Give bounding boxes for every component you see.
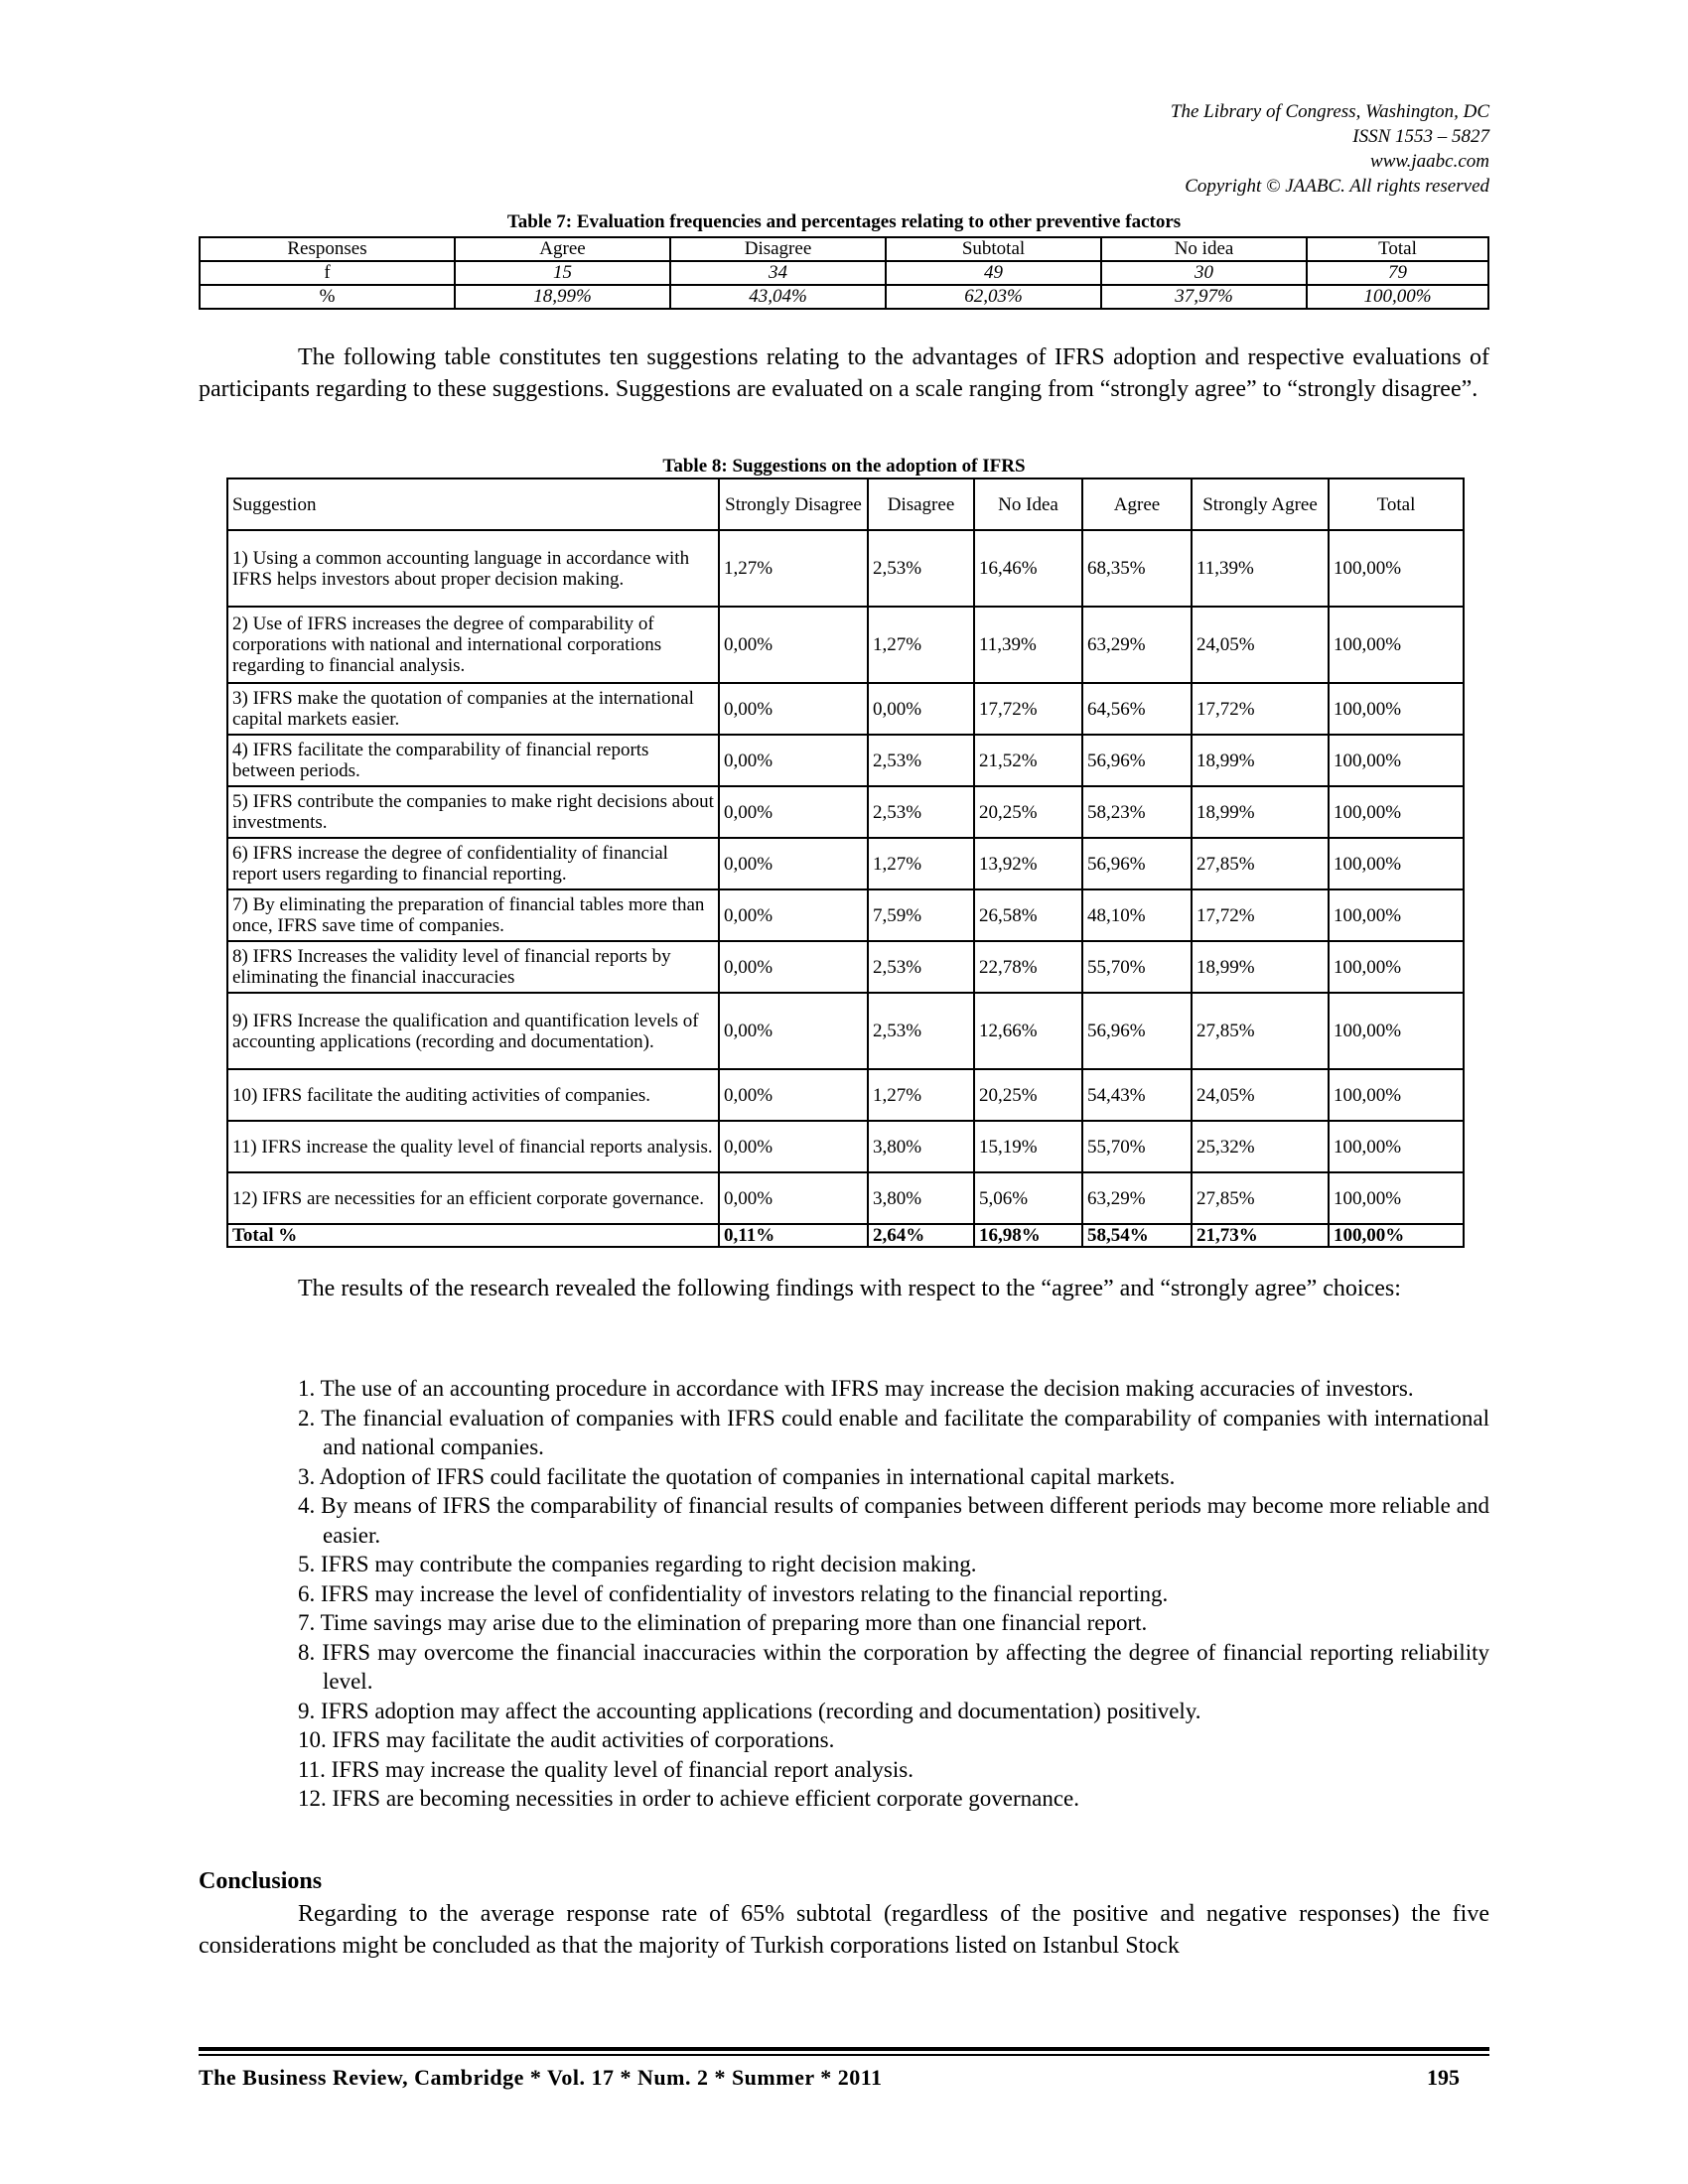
percentage-cell: 25,32% bbox=[1192, 1121, 1329, 1172]
percentage-cell: 56,96% bbox=[1082, 838, 1192, 889]
percentage-cell: 0,00% bbox=[719, 993, 868, 1069]
suggestion-cell: 7) By eliminating the preparation of financial tables more than once, IFRS save time of companies. bbox=[227, 889, 719, 941]
table-row bbox=[227, 735, 1464, 786]
suggestion-cell: 1) Using a common accounting language in accordance with IFRS helps investors about proper decision making. bbox=[227, 530, 719, 607]
percentage-cell: 27,85% bbox=[1192, 838, 1329, 889]
percentage-cell: 2,53% bbox=[868, 993, 974, 1069]
percentage-cell: 0,00% bbox=[719, 838, 868, 889]
percentage-cell: 22,78% bbox=[974, 941, 1082, 993]
list-item: 7. Time savings may arise due to the elimination of preparing more than one financial report. bbox=[298, 1610, 1148, 1635]
table7-cell: f bbox=[200, 261, 455, 285]
table7-cell: 100,00% bbox=[1307, 285, 1488, 309]
percentage-cell: 64,56% bbox=[1082, 683, 1192, 735]
table7-cell: 18,99% bbox=[455, 285, 670, 309]
percentage-cell: 17,72% bbox=[1192, 889, 1329, 941]
percentage-cell: 0,00% bbox=[719, 786, 868, 838]
percentage-cell: 0,00% bbox=[719, 683, 868, 735]
table8-caption: Table 8: Suggestions on the adoption of IFRS bbox=[662, 456, 1026, 477]
table7-cell: 15 bbox=[455, 261, 670, 285]
table7-cell: 79 bbox=[1307, 261, 1488, 285]
percentage-cell: 68,35% bbox=[1082, 530, 1192, 607]
list-item: 12. IFRS are becoming necessities in order to achieve efficient corporate governance. bbox=[298, 1786, 1080, 1811]
table-row bbox=[227, 683, 1464, 735]
percentage-cell: 2,53% bbox=[868, 786, 974, 838]
intro-paragraph: The following table constitutes ten suggestions relating to the advantages of IFRS adoption and respective evaluations of participants regarding to these suggestions. Suggestions are evaluated on a scale ranging from “strongly agree” to “strongly disagree”. bbox=[199, 344, 1489, 402]
header-line-3: www.jaabc.com bbox=[1370, 151, 1489, 172]
footer-rule bbox=[199, 2054, 1489, 2056]
percentage-cell: 63,29% bbox=[1082, 607, 1192, 683]
percentage-cell: 12,66% bbox=[974, 993, 1082, 1069]
percentage-cell: 100,00% bbox=[1329, 530, 1464, 607]
table7-header-cell: No idea bbox=[1101, 237, 1307, 261]
list-item: 5. IFRS may contribute the companies regarding to right decision making. bbox=[298, 1552, 977, 1576]
list-item: 4. By means of IFRS the comparability of financial results of companies between different periods may become more reliable and easier. bbox=[298, 1493, 1489, 1548]
percentage-cell: 26,58% bbox=[974, 889, 1082, 941]
percentage-cell: 100,00% bbox=[1329, 993, 1464, 1069]
percentage-cell: 100,00% bbox=[1329, 1121, 1464, 1172]
total-cell: 21,73% bbox=[1192, 1224, 1329, 1247]
list-item: 10. IFRS may facilitate the audit activities of corporations. bbox=[298, 1727, 835, 1752]
percentage-cell: 100,00% bbox=[1329, 838, 1464, 889]
percentage-cell: 13,92% bbox=[974, 838, 1082, 889]
table7-cell: 62,03% bbox=[886, 285, 1101, 309]
percentage-cell: 15,19% bbox=[974, 1121, 1082, 1172]
table7-header-cell: Disagree bbox=[670, 237, 886, 261]
suggestion-cell: 11) IFRS increase the quality level of financial reports analysis. bbox=[227, 1121, 719, 1172]
percentage-cell: 56,96% bbox=[1082, 735, 1192, 786]
list-item: 9. IFRS adoption may affect the accounting applications (recording and documentation) positively. bbox=[298, 1698, 1201, 1723]
findings-list bbox=[298, 1374, 1489, 1814]
percentage-cell: 100,00% bbox=[1329, 1172, 1464, 1224]
footer-journal: The Business Review, Cambridge * Vol. 17 * Num. 2 * Summer * 2011 bbox=[199, 2065, 883, 2090]
total-cell: 16,98% bbox=[974, 1224, 1082, 1247]
list-item: 11. IFRS may increase the quality level of financial report analysis. bbox=[298, 1756, 914, 1782]
suggestion-cell: 12) IFRS are necessities for an efficient corporate governance. bbox=[227, 1172, 719, 1224]
list-item: 2. The financial evaluation of companies with IFRS could enable and facilitate the comparability of companies with international and national companies. bbox=[298, 1405, 1489, 1459]
table8-header-cell: Disagree bbox=[868, 478, 974, 530]
suggestion-cell: 5) IFRS contribute the companies to make right decisions about investments. bbox=[227, 786, 719, 838]
results-paragraph: The results of the research revealed the following findings with respect to the “agree” and “strongly agree” choices: bbox=[298, 1276, 1401, 1301]
table7-cell: 34 bbox=[670, 261, 886, 285]
table-row bbox=[227, 786, 1464, 838]
percentage-cell: 48,10% bbox=[1082, 889, 1192, 941]
table-row bbox=[227, 1172, 1464, 1224]
percentage-cell: 17,72% bbox=[1192, 683, 1329, 735]
percentage-cell: 63,29% bbox=[1082, 1172, 1192, 1224]
percentage-cell: 55,70% bbox=[1082, 941, 1192, 993]
list-item: 8. IFRS may overcome the financial inaccuracies within the corporation by affecting the degree of financial reporting reliability level. bbox=[298, 1639, 1489, 1694]
table7-caption: Table 7: Evaluation frequencies and percentages relating to other preventive factors bbox=[506, 211, 1182, 232]
table7-header-cell: Agree bbox=[455, 237, 670, 261]
total-cell: 0,11% bbox=[719, 1224, 868, 1247]
list-item: 3. Adoption of IFRS could facilitate the quotation of companies in international capital markets. bbox=[298, 1463, 1176, 1489]
table8-header-cell: Suggestion bbox=[227, 478, 719, 530]
header-line-4: Copyright © JAABC. All rights reserved bbox=[1185, 176, 1489, 197]
percentage-cell: 27,85% bbox=[1192, 1172, 1329, 1224]
table8-header-row bbox=[227, 478, 1464, 530]
percentage-cell: 0,00% bbox=[719, 1069, 868, 1121]
list-item: 6. IFRS may increase the level of confidentiality of investors relating to the financial reporting. bbox=[298, 1580, 1169, 1606]
percentage-cell: 1,27% bbox=[719, 530, 868, 607]
table7-cell: 49 bbox=[886, 261, 1101, 285]
conclusions-paragraph: Regarding to the average response rate of 65% subtotal (regardless of the positive and negative responses) the five considerations might be concluded as that the majority of Turkish corporations listed on Istanbul Stock bbox=[199, 1901, 1489, 1959]
suggestion-cell: 10) IFRS facilitate the auditing activities of companies. bbox=[227, 1069, 719, 1121]
percentage-cell: 0,00% bbox=[719, 941, 868, 993]
suggestion-cell: 9) IFRS Increase the qualification and quantification levels of accounting applications (recording and documentation). bbox=[227, 993, 719, 1069]
table8-header-cell: No Idea bbox=[974, 478, 1082, 530]
table-row bbox=[200, 261, 1488, 285]
percentage-cell: 58,23% bbox=[1082, 786, 1192, 838]
percentage-cell: 18,99% bbox=[1192, 735, 1329, 786]
table7-cell: % bbox=[200, 285, 455, 309]
percentage-cell: 100,00% bbox=[1329, 889, 1464, 941]
table7-cell: 43,04% bbox=[670, 285, 886, 309]
percentage-cell: 11,39% bbox=[1192, 530, 1329, 607]
percentage-cell: 11,39% bbox=[974, 607, 1082, 683]
table-row bbox=[227, 1121, 1464, 1172]
percentage-cell: 20,25% bbox=[974, 1069, 1082, 1121]
total-cell: 2,64% bbox=[868, 1224, 974, 1247]
table8-header-cell: Agree bbox=[1082, 478, 1192, 530]
percentage-cell: 17,72% bbox=[974, 683, 1082, 735]
table-row bbox=[227, 607, 1464, 683]
table-row bbox=[227, 1069, 1464, 1121]
percentage-cell: 0,00% bbox=[719, 1121, 868, 1172]
total-cell: Total % bbox=[227, 1224, 719, 1247]
table8-header-cell: Strongly Agree bbox=[1192, 478, 1329, 530]
percentage-cell: 1,27% bbox=[868, 1069, 974, 1121]
table-row bbox=[227, 941, 1464, 993]
percentage-cell: 3,80% bbox=[868, 1121, 974, 1172]
table8-body bbox=[227, 530, 1464, 1247]
percentage-cell: 2,53% bbox=[868, 530, 974, 607]
suggestion-cell: 6) IFRS increase the degree of confidentiality of financial report users regarding to financial reporting. bbox=[227, 838, 719, 889]
table7-header-cell: Subtotal bbox=[886, 237, 1101, 261]
percentage-cell: 21,52% bbox=[974, 735, 1082, 786]
percentage-cell: 55,70% bbox=[1082, 1121, 1192, 1172]
table8-header-cell: Total bbox=[1329, 478, 1464, 530]
percentage-cell: 100,00% bbox=[1329, 607, 1464, 683]
table-row bbox=[227, 889, 1464, 941]
table-row-total bbox=[227, 1224, 1464, 1247]
suggestion-cell: 2) Use of IFRS increases the degree of comparability of corporations with national and international corporations regarding to financial analysis. bbox=[227, 607, 719, 683]
table-row bbox=[227, 530, 1464, 607]
percentage-cell: 20,25% bbox=[974, 786, 1082, 838]
percentage-cell: 0,00% bbox=[868, 683, 974, 735]
percentage-cell: 18,99% bbox=[1192, 941, 1329, 993]
percentage-cell: 24,05% bbox=[1192, 607, 1329, 683]
table8-header-cell: Strongly Disagree bbox=[719, 478, 868, 530]
percentage-cell: 24,05% bbox=[1192, 1069, 1329, 1121]
percentage-cell: 0,00% bbox=[719, 735, 868, 786]
suggestion-cell: 4) IFRS facilitate the comparability of financial reports between periods. bbox=[227, 735, 719, 786]
percentage-cell: 2,53% bbox=[868, 941, 974, 993]
table-row bbox=[227, 993, 1464, 1069]
table7 bbox=[199, 236, 1489, 310]
table-row bbox=[200, 285, 1488, 309]
percentage-cell: 100,00% bbox=[1329, 683, 1464, 735]
suggestion-cell: 8) IFRS Increases the validity level of financial reports by eliminating the financial inaccuracies bbox=[227, 941, 719, 993]
percentage-cell: 1,27% bbox=[868, 838, 974, 889]
percentage-cell: 100,00% bbox=[1329, 786, 1464, 838]
page-number: 195 bbox=[1427, 2065, 1460, 2090]
percentage-cell: 16,46% bbox=[974, 530, 1082, 607]
table8 bbox=[226, 478, 1465, 1248]
list-item: 1. The use of an accounting procedure in accordance with IFRS may increase the decision making accuracies of investors. bbox=[298, 1376, 1414, 1401]
suggestion-cell: 3) IFRS make the quotation of companies at the international capital markets easier. bbox=[227, 683, 719, 735]
conclusions-heading: Conclusions bbox=[199, 1868, 323, 1894]
journal-header bbox=[1171, 99, 1489, 199]
percentage-cell: 100,00% bbox=[1329, 1069, 1464, 1121]
percentage-cell: 100,00% bbox=[1329, 735, 1464, 786]
percentage-cell: 3,80% bbox=[868, 1172, 974, 1224]
table7-header-cell: Total bbox=[1307, 237, 1488, 261]
table7-header-row bbox=[200, 237, 1488, 261]
percentage-cell: 100,00% bbox=[1329, 941, 1464, 993]
percentage-cell: 0,00% bbox=[719, 889, 868, 941]
header-line-1: The Library of Congress, Washington, DC bbox=[1170, 101, 1489, 122]
percentage-cell: 7,59% bbox=[868, 889, 974, 941]
total-cell: 58,54% bbox=[1082, 1224, 1192, 1247]
header-line-2: ISSN 1553 – 5827 bbox=[1352, 126, 1489, 147]
table7-cell: 30 bbox=[1101, 261, 1307, 285]
percentage-cell: 54,43% bbox=[1082, 1069, 1192, 1121]
table7-header-cell: Responses bbox=[200, 237, 455, 261]
percentage-cell: 0,00% bbox=[719, 607, 868, 683]
footer-rule bbox=[199, 2047, 1489, 2051]
table-row bbox=[227, 838, 1464, 889]
percentage-cell: 18,99% bbox=[1192, 786, 1329, 838]
table7-cell: 37,97% bbox=[1101, 285, 1307, 309]
percentage-cell: 2,53% bbox=[868, 735, 974, 786]
percentage-cell: 0,00% bbox=[719, 1172, 868, 1224]
percentage-cell: 56,96% bbox=[1082, 993, 1192, 1069]
percentage-cell: 5,06% bbox=[974, 1172, 1082, 1224]
percentage-cell: 27,85% bbox=[1192, 993, 1329, 1069]
percentage-cell: 1,27% bbox=[868, 607, 974, 683]
total-cell: 100,00% bbox=[1329, 1224, 1464, 1247]
